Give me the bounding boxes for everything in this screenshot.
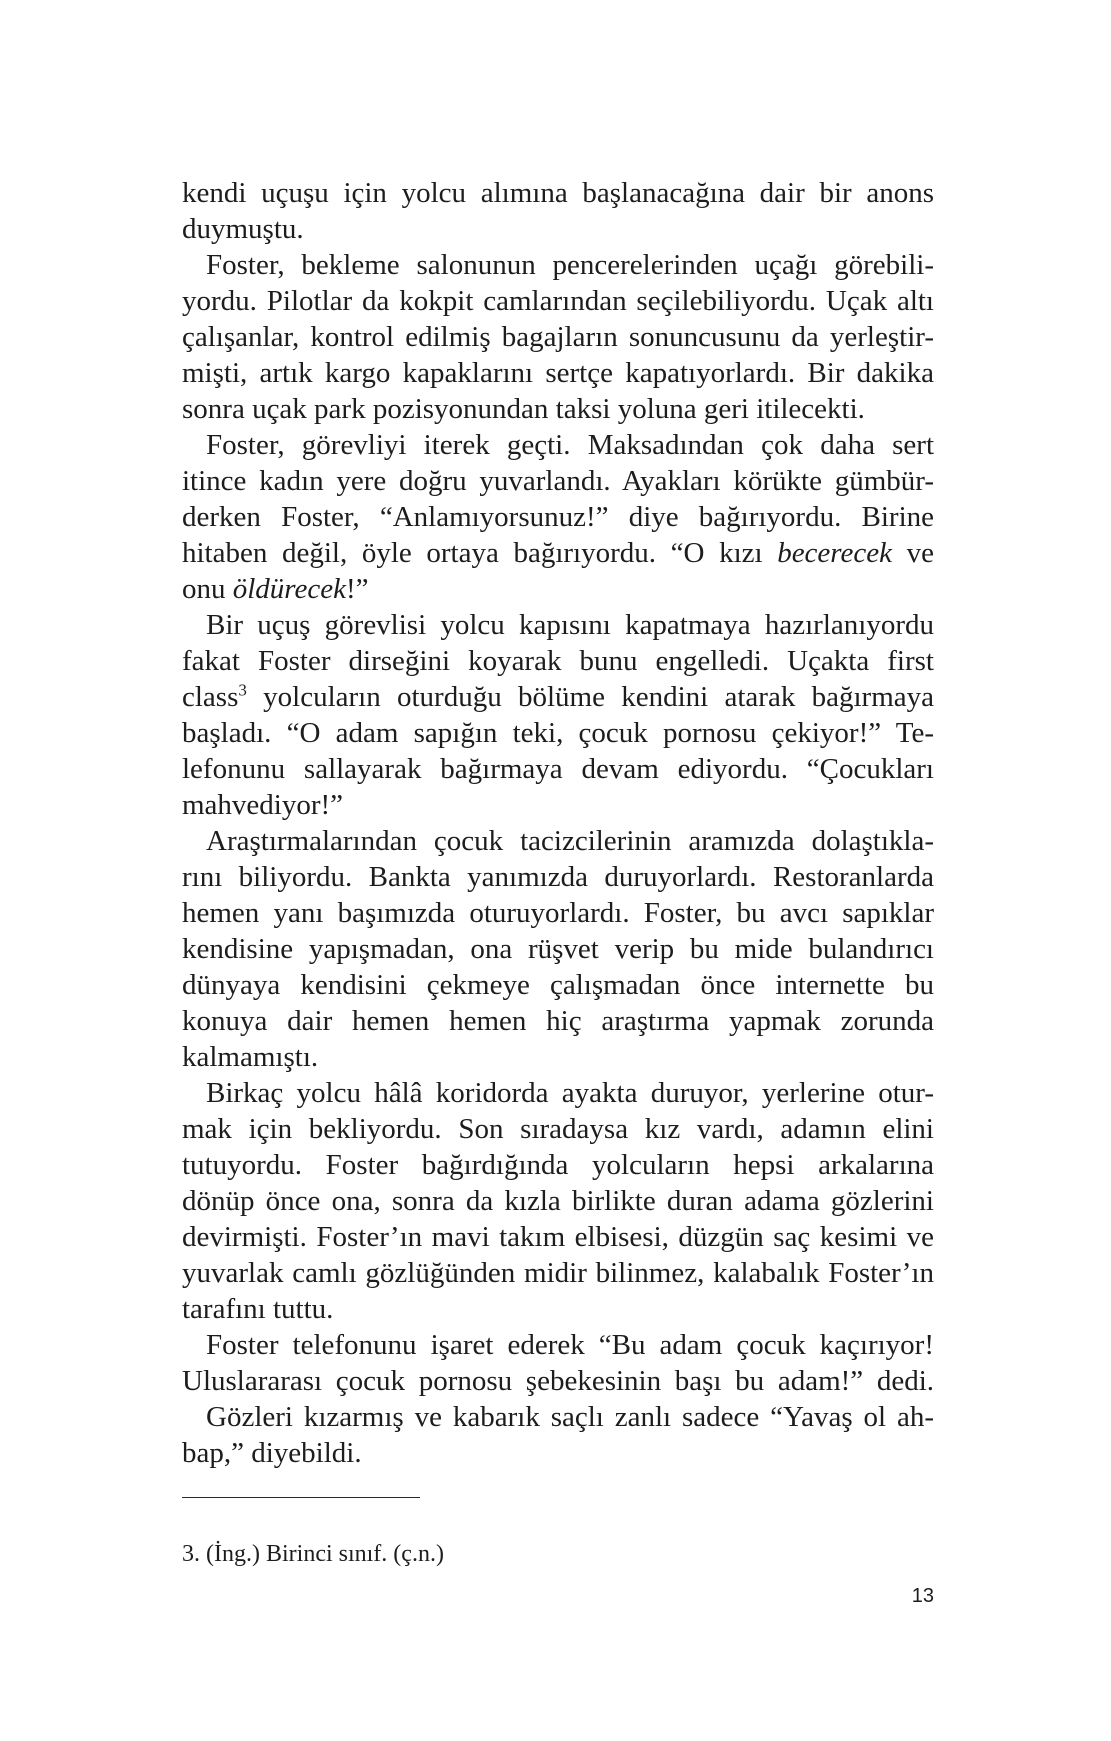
- footnote-marker: 3: [238, 680, 247, 700]
- text-segment: lefonunu sallayarak bağırmaya devam ediyordu. “Çocukları: [182, 753, 934, 785]
- italic-text: öldürecek: [232, 573, 347, 605]
- text-line: [182, 499, 934, 535]
- text-segment: onu: [182, 573, 233, 605]
- text-segment: mişti, artık kargo kapaklarını sertçe kapatıyorlardı. Bir dakika: [182, 357, 934, 389]
- text-segment: Birkaç yolcu hâlâ koridorda ayakta duruyor, yerlerine otur-: [206, 1077, 934, 1109]
- text-line: [182, 247, 934, 283]
- text-line: [182, 1219, 934, 1255]
- text-line: [182, 1039, 934, 1075]
- text-segment: kendisine yapışmadan, ona rüşvet verip bu mide bulandırıcı: [182, 933, 934, 965]
- text-line: [182, 967, 934, 1003]
- text-line: [182, 1291, 934, 1327]
- text-segment: Foster, görevliyi iterek geçti. Maksadından çok daha sert: [206, 429, 934, 461]
- text-segment: itince kadın yere doğru yuvarlandı. Ayakları körükte gümbür-: [182, 465, 934, 497]
- footnote: 3. (İng.) Birinci sınıf. (ç.n.): [182, 1541, 444, 1567]
- text-segment: ve: [892, 537, 934, 569]
- text-line: [182, 895, 934, 931]
- text-segment: Gözleri kızarmış ve kabarık saçlı zanlı sadece “Yavaş ol ah-: [206, 1401, 934, 1433]
- text-segment: tarafını tuttu.: [182, 1293, 334, 1325]
- text-line: [182, 1075, 934, 1111]
- text-segment: tutuyordu. Foster bağırdığında yolcuların hepsi arkalarına: [182, 1149, 934, 1181]
- text-line: [182, 211, 934, 247]
- text-segment: yuvarlak camlı gözlüğünden midir bilinmez, kalabalık Foster’ın: [182, 1257, 934, 1289]
- text-segment: fakat Foster dirseğini koyarak bunu engelledi. Uçakta first: [182, 645, 934, 677]
- text-line: [182, 391, 934, 427]
- text-segment: yolcuların oturduğu bölüme kendini atarak bağırmaya: [246, 681, 934, 713]
- text-line: [182, 1003, 934, 1039]
- text-segment: hitaben değil, öyle ortaya bağırıyordu. “O kızı: [182, 537, 778, 569]
- text-segment: kalmamıştı.: [182, 1041, 319, 1073]
- italic-text: becerecek: [777, 537, 892, 569]
- text-line: [182, 1147, 934, 1183]
- body-text: [182, 175, 934, 1471]
- text-segment: rını biliyordu. Bankta yanımızda duruyorlardı. Restoranlarda: [182, 861, 934, 893]
- text-line: [182, 427, 934, 463]
- text-segment: çalışanlar, kontrol edilmiş bagajların sonuncusunu da yerleştir-: [182, 321, 934, 353]
- text-line: [182, 175, 934, 211]
- text-line: [182, 1255, 934, 1291]
- text-segment: Bir uçuş görevlisi yolcu kapısını kapatmaya hazırlanıyordu: [206, 609, 934, 641]
- text-line: [182, 1435, 934, 1471]
- text-line: [182, 535, 934, 571]
- text-line: [182, 1363, 934, 1399]
- text-segment: konuya dair hemen hemen hiç araştırma yapmak zorunda: [182, 1005, 934, 1037]
- text-segment: kendi uçuşu için yolcu alımına başlanacağına dair bir anons: [182, 177, 934, 209]
- page-number: 13: [911, 1585, 934, 1607]
- text-line: [182, 643, 934, 679]
- text-line: [182, 571, 934, 607]
- text-line: [182, 463, 934, 499]
- text-line: [182, 355, 934, 391]
- text-segment: devirmişti. Foster’ın mavi takım elbisesi, düzgün saç kesimi ve: [182, 1221, 934, 1253]
- text-line: [182, 1327, 934, 1363]
- text-segment: Uluslararası çocuk pornosu şebekesinin başı bu adam!” dedi.: [182, 1365, 934, 1397]
- text-segment: !”: [346, 573, 369, 605]
- text-segment: başladı. “O adam sapığın teki, çocuk pornosu çekiyor!” Te-: [182, 717, 934, 749]
- text-segment: derken Foster, “Anlamıyorsunuz!” diye bağırıyordu. Birine: [182, 501, 934, 533]
- text-segment: yordu. Pilotlar da kokpit camlarından seçilebiliyordu. Uçak altı: [182, 285, 934, 317]
- text-line: [182, 1183, 934, 1219]
- text-segment: dönüp önce ona, sonra da kızla birlikte duran adama gözlerini: [182, 1185, 934, 1217]
- text-segment: hemen yanı başımızda oturuyorlardı. Foster, bu avcı sapıklar: [182, 897, 934, 929]
- text-segment: bap,” diyebildi.: [182, 1437, 362, 1469]
- text-segment: Foster, bekleme salonunun pencerelerinden uçağı görebili-: [206, 249, 934, 281]
- text-segment: mak için bekliyordu. Son sıradaysa kız vardı, adamın elini: [182, 1113, 934, 1145]
- text-line: [182, 931, 934, 967]
- text-segment: Araştırmalarından çocuk tacizcilerinin aramızda dolaştıkla-: [206, 825, 934, 857]
- text-line: [182, 319, 934, 355]
- text-line: [182, 607, 934, 643]
- text-segment: Foster telefonunu işaret ederek “Bu adam çocuk kaçırıyor!: [206, 1329, 934, 1361]
- text-segment: class: [182, 681, 239, 713]
- text-segment: mahvediyor!”: [182, 789, 344, 821]
- text-line: [182, 679, 934, 715]
- text-segment: duymuştu.: [182, 213, 304, 245]
- footnote-separator: [182, 1497, 420, 1498]
- text-line: [182, 1399, 934, 1435]
- text-line: [182, 859, 934, 895]
- text-line: [182, 751, 934, 787]
- text-line: [182, 787, 934, 823]
- text-line: [182, 715, 934, 751]
- text-segment: sonra uçak park pozisyonundan taksi yoluna geri itilecekti.: [182, 393, 865, 425]
- text-segment: dünyaya kendisini çekmeye çalışmadan önce internette bu: [182, 969, 934, 1001]
- text-line: [182, 823, 934, 859]
- text-line: [182, 283, 934, 319]
- text-line: [182, 1111, 934, 1147]
